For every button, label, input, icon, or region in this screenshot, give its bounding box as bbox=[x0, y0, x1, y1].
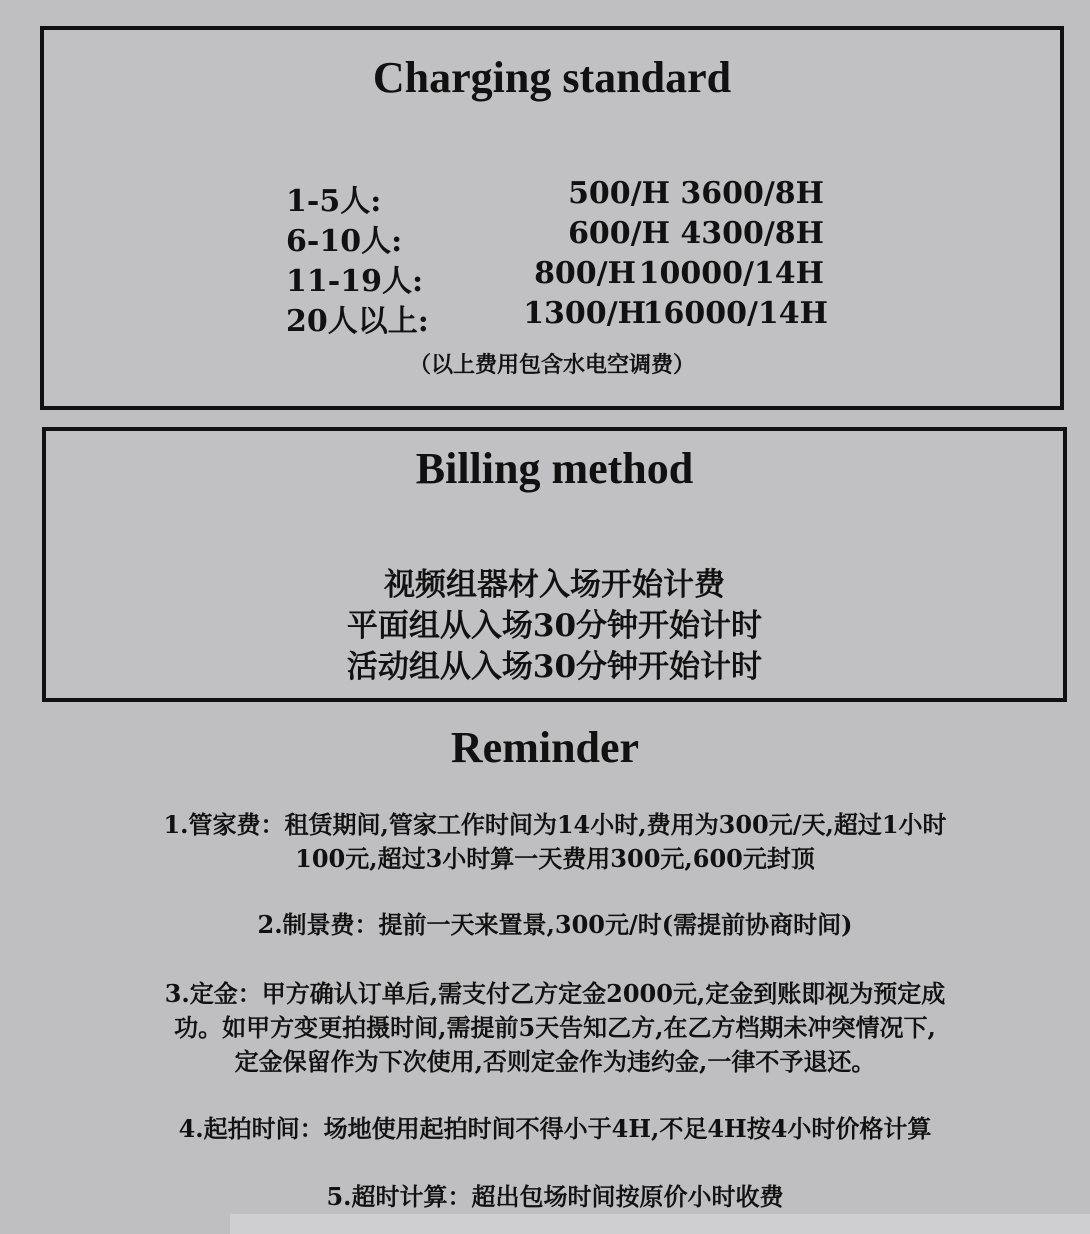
reminder-item bbox=[100, 977, 1010, 1079]
rate-hourly: 500/H bbox=[568, 176, 670, 211]
rate-row bbox=[44, 256, 1060, 299]
rate-hourly: 1300/H bbox=[523, 296, 646, 331]
billing-line: 视频组器材入场开始计费 bbox=[384, 567, 725, 603]
reminder-line: 2.制景费：提前一天来置景,300元/时(需提前协商时间) bbox=[257, 910, 853, 939]
rate-group: 6-10人: bbox=[286, 224, 403, 259]
rate-row bbox=[44, 216, 1060, 259]
billing-method-title: Billing method bbox=[415, 444, 694, 493]
reminder-line: 4.起拍时间：场地使用起拍时间不得小于4H,不足4H按4小时价格计算 bbox=[178, 1114, 932, 1143]
reminder-line: 3.定金：甲方确认订单后,需支付乙方定金2000元,定金到账即视为预定成 bbox=[164, 979, 946, 1008]
rate-package: 4300/8H bbox=[680, 216, 824, 251]
bottom-strip bbox=[230, 1214, 1090, 1234]
charging-standard-box bbox=[40, 26, 1064, 410]
reminder-item bbox=[100, 1112, 1010, 1146]
rate-group: 20人以上: bbox=[286, 304, 429, 339]
billing-line: 平面组从入场30分钟开始计时 bbox=[346, 608, 763, 644]
rate-group: 1-5人: bbox=[286, 184, 382, 219]
reminder-line: 1.管家费：租赁期间,管家工作时间为14小时,费用为300元/天,超过1小时 bbox=[163, 810, 947, 839]
rate-row bbox=[44, 296, 1060, 339]
rate-row bbox=[44, 176, 1060, 219]
reminder-line: 定金保留作为下次使用,否则定金作为违约金,一律不予退还。 bbox=[234, 1047, 876, 1076]
reminder-line: 5.超时计算：超出包场时间按原价小时收费 bbox=[326, 1182, 784, 1211]
charging-note: （以上费用包含水电空调费） bbox=[408, 352, 695, 378]
reminder-title: Reminder bbox=[450, 723, 640, 772]
rate-package: 3600/8H bbox=[680, 176, 824, 211]
reminder-line: 功。如甲方变更拍摄时间,需提前5天告知乙方,在乙方档期未冲突情况下, bbox=[174, 1013, 936, 1042]
charging-standard-title: Charging standard bbox=[372, 53, 732, 102]
rate-package: 10000/14H bbox=[638, 256, 824, 291]
billing-method-box bbox=[42, 427, 1067, 702]
rate-package: 16000/14H bbox=[642, 296, 828, 331]
reminder-line: 100元,超过3小时算一天费用300元,600元封顶 bbox=[295, 844, 815, 873]
rate-hourly: 600/H bbox=[568, 216, 670, 251]
rate-hourly: 800/H bbox=[534, 256, 636, 291]
billing-line: 活动组从入场30分钟开始计时 bbox=[346, 649, 763, 685]
reminder-item bbox=[100, 808, 1010, 876]
reminder-item bbox=[100, 1180, 1010, 1214]
reminder-item bbox=[100, 908, 1010, 942]
rate-group: 11-19人: bbox=[286, 264, 424, 299]
